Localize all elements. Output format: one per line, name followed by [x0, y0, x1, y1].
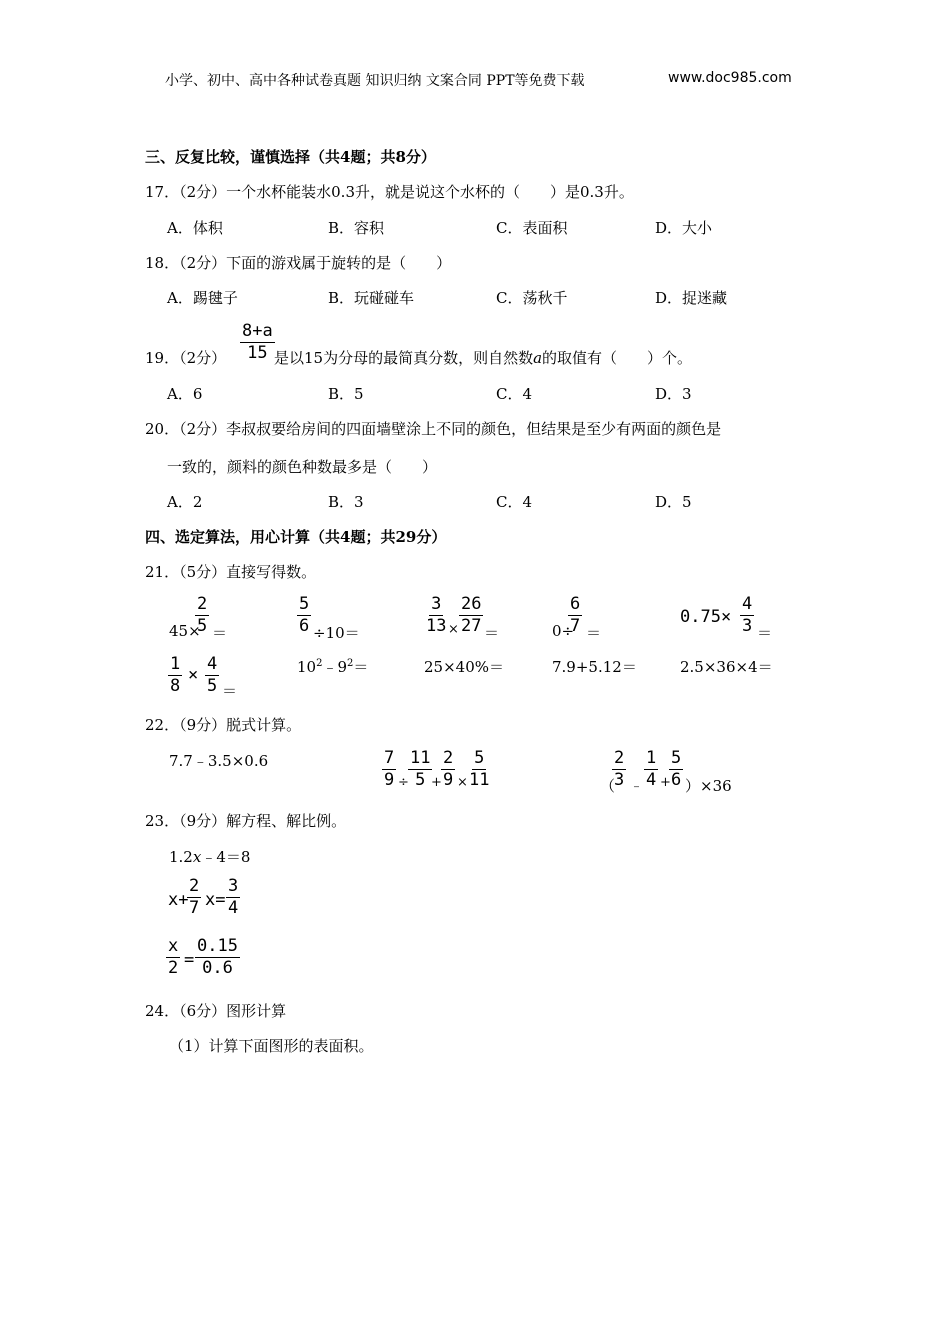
q21-e6-fraction-2: [205, 656, 219, 695]
q17-stem: 17．（2分）一个水杯能装水0.3升，就是说这个水杯的（ ）是0.3升。: [145, 183, 634, 201]
q21-e1-den: 5: [197, 616, 208, 636]
q23-e2-fraction-1: [187, 878, 201, 917]
q17-option-a: A．体积: [167, 219, 223, 237]
q22-e2-d4: 11: [469, 770, 490, 790]
q18-option-d: D．捉迷藏: [655, 289, 728, 307]
q22-e3-fraction-2: [644, 750, 658, 789]
q23-e2-n1: 2: [189, 876, 200, 896]
q22-e3-fraction-1: [612, 750, 626, 789]
q21-e2-post: ÷10＝: [313, 624, 360, 642]
q22-e2-fraction-4: [467, 750, 491, 789]
q21-e3-d1: 13: [426, 616, 447, 636]
q21-e6-op: ×: [188, 665, 199, 685]
q21-e6-post: ＝: [222, 682, 238, 700]
q22-stem: 22．（9分）脱式计算。: [145, 716, 302, 734]
q22-e2-fraction-2: [408, 750, 432, 789]
q21-e7-exp1: 2: [316, 658, 323, 669]
q21-e5-den: 3: [742, 616, 753, 636]
q21-e3-op: ×: [448, 622, 459, 637]
q19-option-a: A．6: [167, 385, 203, 403]
header-url[interactable]: www.doc985.com: [668, 70, 792, 86]
q22-e2-d2: 5: [415, 770, 426, 790]
q21-e7: [297, 656, 368, 677]
q23-e3-d1: 2: [168, 958, 179, 978]
q21-e10: 2.5×36×4＝: [680, 658, 773, 676]
q19-suffix-b: 的取值有（ ）个。: [542, 349, 693, 367]
q22-e3-n2: 1: [646, 748, 657, 768]
q23-e1-b: ﹣4＝8: [201, 848, 251, 866]
q21-e1-num: 2: [197, 594, 208, 614]
q22-e2-n3: 2: [443, 748, 454, 768]
q21-e3-fraction-2: [459, 596, 483, 635]
q21-e3-n1: 3: [431, 594, 442, 614]
q21-e7-op: ﹣: [322, 658, 338, 676]
q23-e3-fraction-1: [166, 938, 180, 977]
q21-e7-base1: 10: [297, 658, 317, 676]
q22-e3-op2: +: [660, 775, 671, 790]
q22-e3-close: ）×36: [685, 777, 732, 795]
q21-e4-den: 7: [570, 616, 581, 636]
q21-e6-d2: 5: [207, 676, 218, 696]
q21-e7-base2: 9: [337, 658, 348, 676]
q19-prefix: 19．（2分）: [145, 349, 227, 367]
q18-option-a: A．踢毽子: [167, 289, 238, 307]
q19-suffix-a: 是以15为分母的最简真分数，则自然数: [274, 349, 534, 367]
q23-stem: 23．（9分）解方程、解比例。: [145, 812, 347, 830]
q20-option-a: A．2: [167, 493, 203, 511]
q19-suffix: [274, 347, 692, 368]
q19-option-c: C．4: [496, 385, 533, 403]
q23-e2-d1: 7: [189, 898, 200, 918]
q21-e2-num: 5: [299, 594, 310, 614]
q22-e3-open: （: [600, 777, 616, 795]
q23-e3-fraction-2: [195, 938, 240, 977]
q21-e4-num: 6: [570, 594, 581, 614]
q17-option-b: B．容积: [328, 219, 385, 237]
q22-e2-op1: ÷: [398, 775, 409, 790]
q21-e3-post: ＝: [484, 624, 500, 642]
q21-e4-pre: 0÷: [552, 622, 575, 640]
q22-e2-n4: 5: [474, 748, 485, 768]
q22-e2-op3: ×: [457, 775, 468, 790]
q21-e1-post: ＝: [212, 624, 228, 642]
q18-option-c: C．荡秋千: [496, 289, 568, 307]
q21-e5-num: 4: [742, 594, 753, 614]
q21-e2-fraction: [297, 596, 311, 635]
q22-e3-d2: 4: [646, 770, 657, 790]
q22-e3-fraction-3: [669, 750, 683, 789]
q20-option-d: D．5: [655, 493, 692, 511]
q21-e5-post: ＝: [757, 624, 773, 642]
q21-e8: 25×40%＝: [424, 658, 504, 676]
q23-e2-n2: 3: [228, 876, 239, 896]
q19-option-d: D．3: [655, 385, 692, 403]
q21-e4-fraction: [568, 596, 582, 635]
q21-e1-pre: 45×: [169, 622, 201, 640]
q20-option-b: B．3: [328, 493, 364, 511]
q18-option-b: B．玩碰碰车: [328, 289, 415, 307]
q23-e3-d2: 0.6: [202, 958, 233, 978]
q21-e5-fraction: [740, 596, 754, 635]
header-text: 小学、初中、高中各种试卷真题 知识归纳 文案合同 PPT等免费下载: [165, 73, 585, 89]
q20-stem-line2: 一致的，颜料的颜色种数最多是（ ）: [167, 458, 438, 476]
q21-e6-fraction-1: [168, 656, 182, 695]
q19-option-b: B．5: [328, 385, 364, 403]
q22-e2-op2: +: [431, 775, 442, 790]
q19-variable: a: [533, 349, 543, 367]
q21-e6-n1: 1: [170, 654, 181, 674]
q18-stem: 18．（2分）下面的游戏属于旋转的是（ ）: [145, 254, 452, 272]
q21-e6-d1: 8: [170, 676, 181, 696]
q17-option-d: D．大小: [655, 219, 713, 237]
q21-e6-n2: 4: [207, 654, 218, 674]
q19-fraction-denominator: 15: [247, 343, 268, 363]
q22-e2-n1: 7: [384, 748, 395, 768]
q22-e3-n1: 2: [614, 748, 625, 768]
q22-e3-n3: 5: [671, 748, 682, 768]
q21-e4-post: ＝: [586, 624, 602, 642]
section-4-title: 四、选定算法，用心计算（共4题；共29分）: [145, 528, 447, 546]
q22-e3-d3: 6: [671, 770, 682, 790]
q21-e9: 7.9+5.12＝: [552, 658, 637, 676]
q21-e3-d2: 27: [461, 616, 482, 636]
q24-sub1: （1）计算下面图形的表面积。: [169, 1037, 374, 1055]
q20-option-c: C．4: [496, 493, 533, 511]
q21-e2-den: 6: [299, 616, 310, 636]
q21-e3-n2: 26: [461, 594, 482, 614]
q22-e2-d1: 9: [384, 770, 395, 790]
q21-e7-post: ＝: [353, 658, 369, 676]
q23-e2-mid: x=: [205, 890, 226, 910]
q23-e2-fraction-2: [226, 878, 240, 917]
q23-e2-d2: 4: [228, 898, 239, 918]
q19-fraction-numerator: 8+a: [242, 321, 273, 341]
q22-e2-fraction-3: [441, 750, 455, 789]
q23-e3-n2: 0.15: [197, 936, 238, 956]
q23-e1-a: 1.2: [169, 848, 193, 866]
q21-e3-fraction-1: [424, 596, 448, 635]
q23-e2-pre: x+: [168, 890, 189, 910]
q20-stem-line1: 20．（2分）李叔叔要给房间的四面墙壁涂上不同的颜色，但结果是至少有两面的颜色是: [145, 420, 722, 438]
q22-e2-n2: 11: [410, 748, 431, 768]
q21-e5-pre: 0.75×: [680, 607, 732, 627]
q22-e2-d3: 9: [443, 770, 454, 790]
q23-e1-x: x: [192, 848, 202, 866]
q22-e2-fraction-1: [382, 750, 396, 789]
q19-fraction: [240, 323, 275, 362]
q22-e3-d1: 3: [614, 770, 625, 790]
q23-e3-mid: =: [184, 950, 195, 970]
q21-e1-fraction: [195, 596, 209, 635]
q22-e1: 7.7﹣3.5×0.6: [169, 752, 269, 770]
q22-e3-op1: ﹣: [630, 779, 644, 794]
q17-option-c: C．表面积: [496, 219, 568, 237]
q24-stem: 24．（6分）图形计算: [145, 1002, 287, 1020]
section-3-title: 三、反复比较，谨慎选择（共4题；共8分）: [145, 148, 436, 166]
q21-e7-exp2: 2: [347, 658, 354, 669]
q21-stem: 21．（5分）直接写得数。: [145, 563, 317, 581]
q23-e1: [169, 846, 250, 867]
q23-e3-n1: x: [168, 936, 179, 956]
